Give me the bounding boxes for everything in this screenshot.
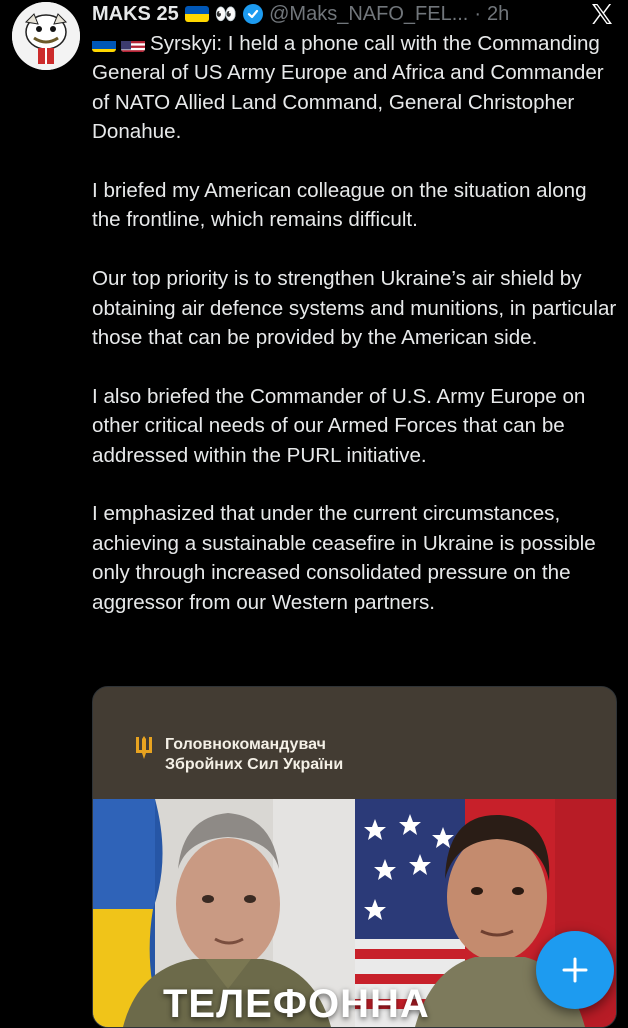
tweet-body: [92, 29, 620, 617]
tweet-paragraph-1: [92, 29, 620, 147]
compose-button[interactable]: [536, 931, 614, 1009]
author-name[interactable]: MAKS 25: [92, 2, 179, 25]
author-avatar[interactable]: [12, 2, 80, 70]
eyes-emoji: 👀: [214, 3, 238, 24]
avatar-image: [12, 2, 80, 70]
tweet-time[interactable]: 2h: [487, 2, 510, 25]
x-logo-icon[interactable]: [590, 2, 614, 26]
ukraine-flag-icon: [92, 36, 116, 52]
plus-icon: [560, 955, 590, 985]
tweet-paragraph-4: I also briefed the Commander of U.S. Army Europe on other critical needs of our Armed Forces that can be addressed within the PURL initiative.: [92, 384, 586, 467]
tweet-paragraph-3: Our top priority is to strengthen Ukraine’s air shield by obtaining air defence systems and munitions, in particular those that can be provided by the American side.: [92, 267, 617, 350]
author-handle[interactable]: @Maks_NAFO_FEL...: [269, 2, 469, 25]
us-flag-icon: [121, 36, 145, 52]
org-title-line-2: Збройних Сил України: [165, 756, 344, 773]
media-caption: ТЕЛЕФОННА: [163, 982, 430, 1026]
tweet-paragraph-2: I briefed my American colleague on the situation along the frontline, which remains difficult.: [92, 179, 587, 232]
verified-badge-icon: [243, 4, 263, 24]
org-title-line-1: Головнокомандувач: [165, 736, 326, 753]
separator-dot: ·: [474, 2, 482, 25]
tweet-text-1: Syrskyi: I held a phone call with the Commanding General of US Army Europe and Africa and Commander of NATO Allied Land Command, General Christopher Donahue.: [92, 32, 604, 144]
ukraine-flag-icon: [185, 6, 209, 22]
tweet-header: [92, 0, 509, 28]
trident-icon: [135, 735, 153, 761]
tweet-paragraph-5: I emphasized that under the current circumstances, achieving a sustainable ceasefire in Ukraine is possible only through increased consolidated pressure on the aggressor from our Western partners.: [92, 502, 596, 614]
org-header: [135, 735, 343, 775]
